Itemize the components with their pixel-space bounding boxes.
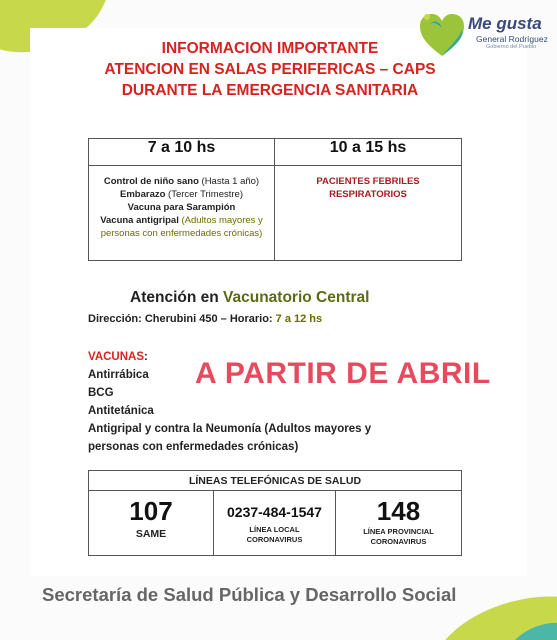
phone-lines-row <box>89 491 461 555</box>
phone-line-local <box>214 491 336 555</box>
header-line-3: DURANTE LA EMERGENCIA SANITARIA <box>121 82 419 99</box>
schedule-col1-header: 7 a 10 hs <box>89 139 275 166</box>
phone-caption: SAME <box>135 528 167 540</box>
service-item: Control de niño sano (Hasta 1 año) <box>103 176 260 187</box>
schedule-col1-services <box>89 166 275 261</box>
vacunatorio-title: Atención en Vacunatorio Central <box>130 289 370 306</box>
service-item: Embarazo (Tercer Trimestre) <box>120 189 243 200</box>
footer-secretariat: Secretaría de Salud Pública y Desarrollo Social <box>42 584 457 605</box>
phone-caption: LÍNEA LOCAL <box>249 525 300 534</box>
phone-line-provincial <box>336 491 461 555</box>
header-line-1: INFORMACION IMPORTANTE <box>161 40 379 57</box>
schedule-col2-header: 10 a 15 hs <box>275 139 462 166</box>
logo-title: Me gusta <box>468 14 542 33</box>
phone-number: 148 <box>376 496 421 526</box>
phone-caption: LÍNEA PROVINCIAL <box>363 527 434 536</box>
vaccine-item: Antigripal y contra la Neumonía (Adultos mayores y personas con enfermedades crónicas) <box>88 423 372 453</box>
logo-subtitle: General Rodríguez <box>476 34 548 44</box>
phone-lines-table <box>88 470 462 556</box>
phone-caption: CORONAVIRUS <box>370 537 427 546</box>
service-item: Vacuna para Sarampión <box>127 202 236 213</box>
header-line-2: ATENCION EN SALAS PERIFERICAS – CAPS <box>104 61 436 78</box>
schedule-col2-services: PACIENTES FEBRILES RESPIRATORIOS <box>275 166 462 261</box>
vaccine-item: BCG <box>88 387 114 399</box>
vacunatorio-address: Dirección: Cherubini 450 – Horario: 7 a 12 hs <box>88 313 323 325</box>
vaccines-label: VACUNAS: <box>88 351 148 363</box>
phone-lines-header: LÍNEAS TELEFÓNICAS DE SALUD <box>89 471 461 491</box>
vaccine-item: Antirrábica <box>88 369 149 381</box>
schedule-table <box>88 138 462 261</box>
start-date-banner: A PARTIR DE ABRIL <box>195 357 491 390</box>
phone-line-same <box>89 491 214 555</box>
logo-tagline: Gobierno del Pueblo <box>486 44 537 50</box>
service-item: Vacuna antigripal (Adultos mayores y personas con enfermedades crónicas) <box>100 215 263 239</box>
phone-caption: CORONAVIRUS <box>246 535 303 544</box>
phone-number: 107 <box>129 496 173 526</box>
vaccine-item: Antitetánica <box>88 405 154 417</box>
notice-header <box>80 38 460 101</box>
phone-number: 0237-484-1547 <box>227 504 322 520</box>
